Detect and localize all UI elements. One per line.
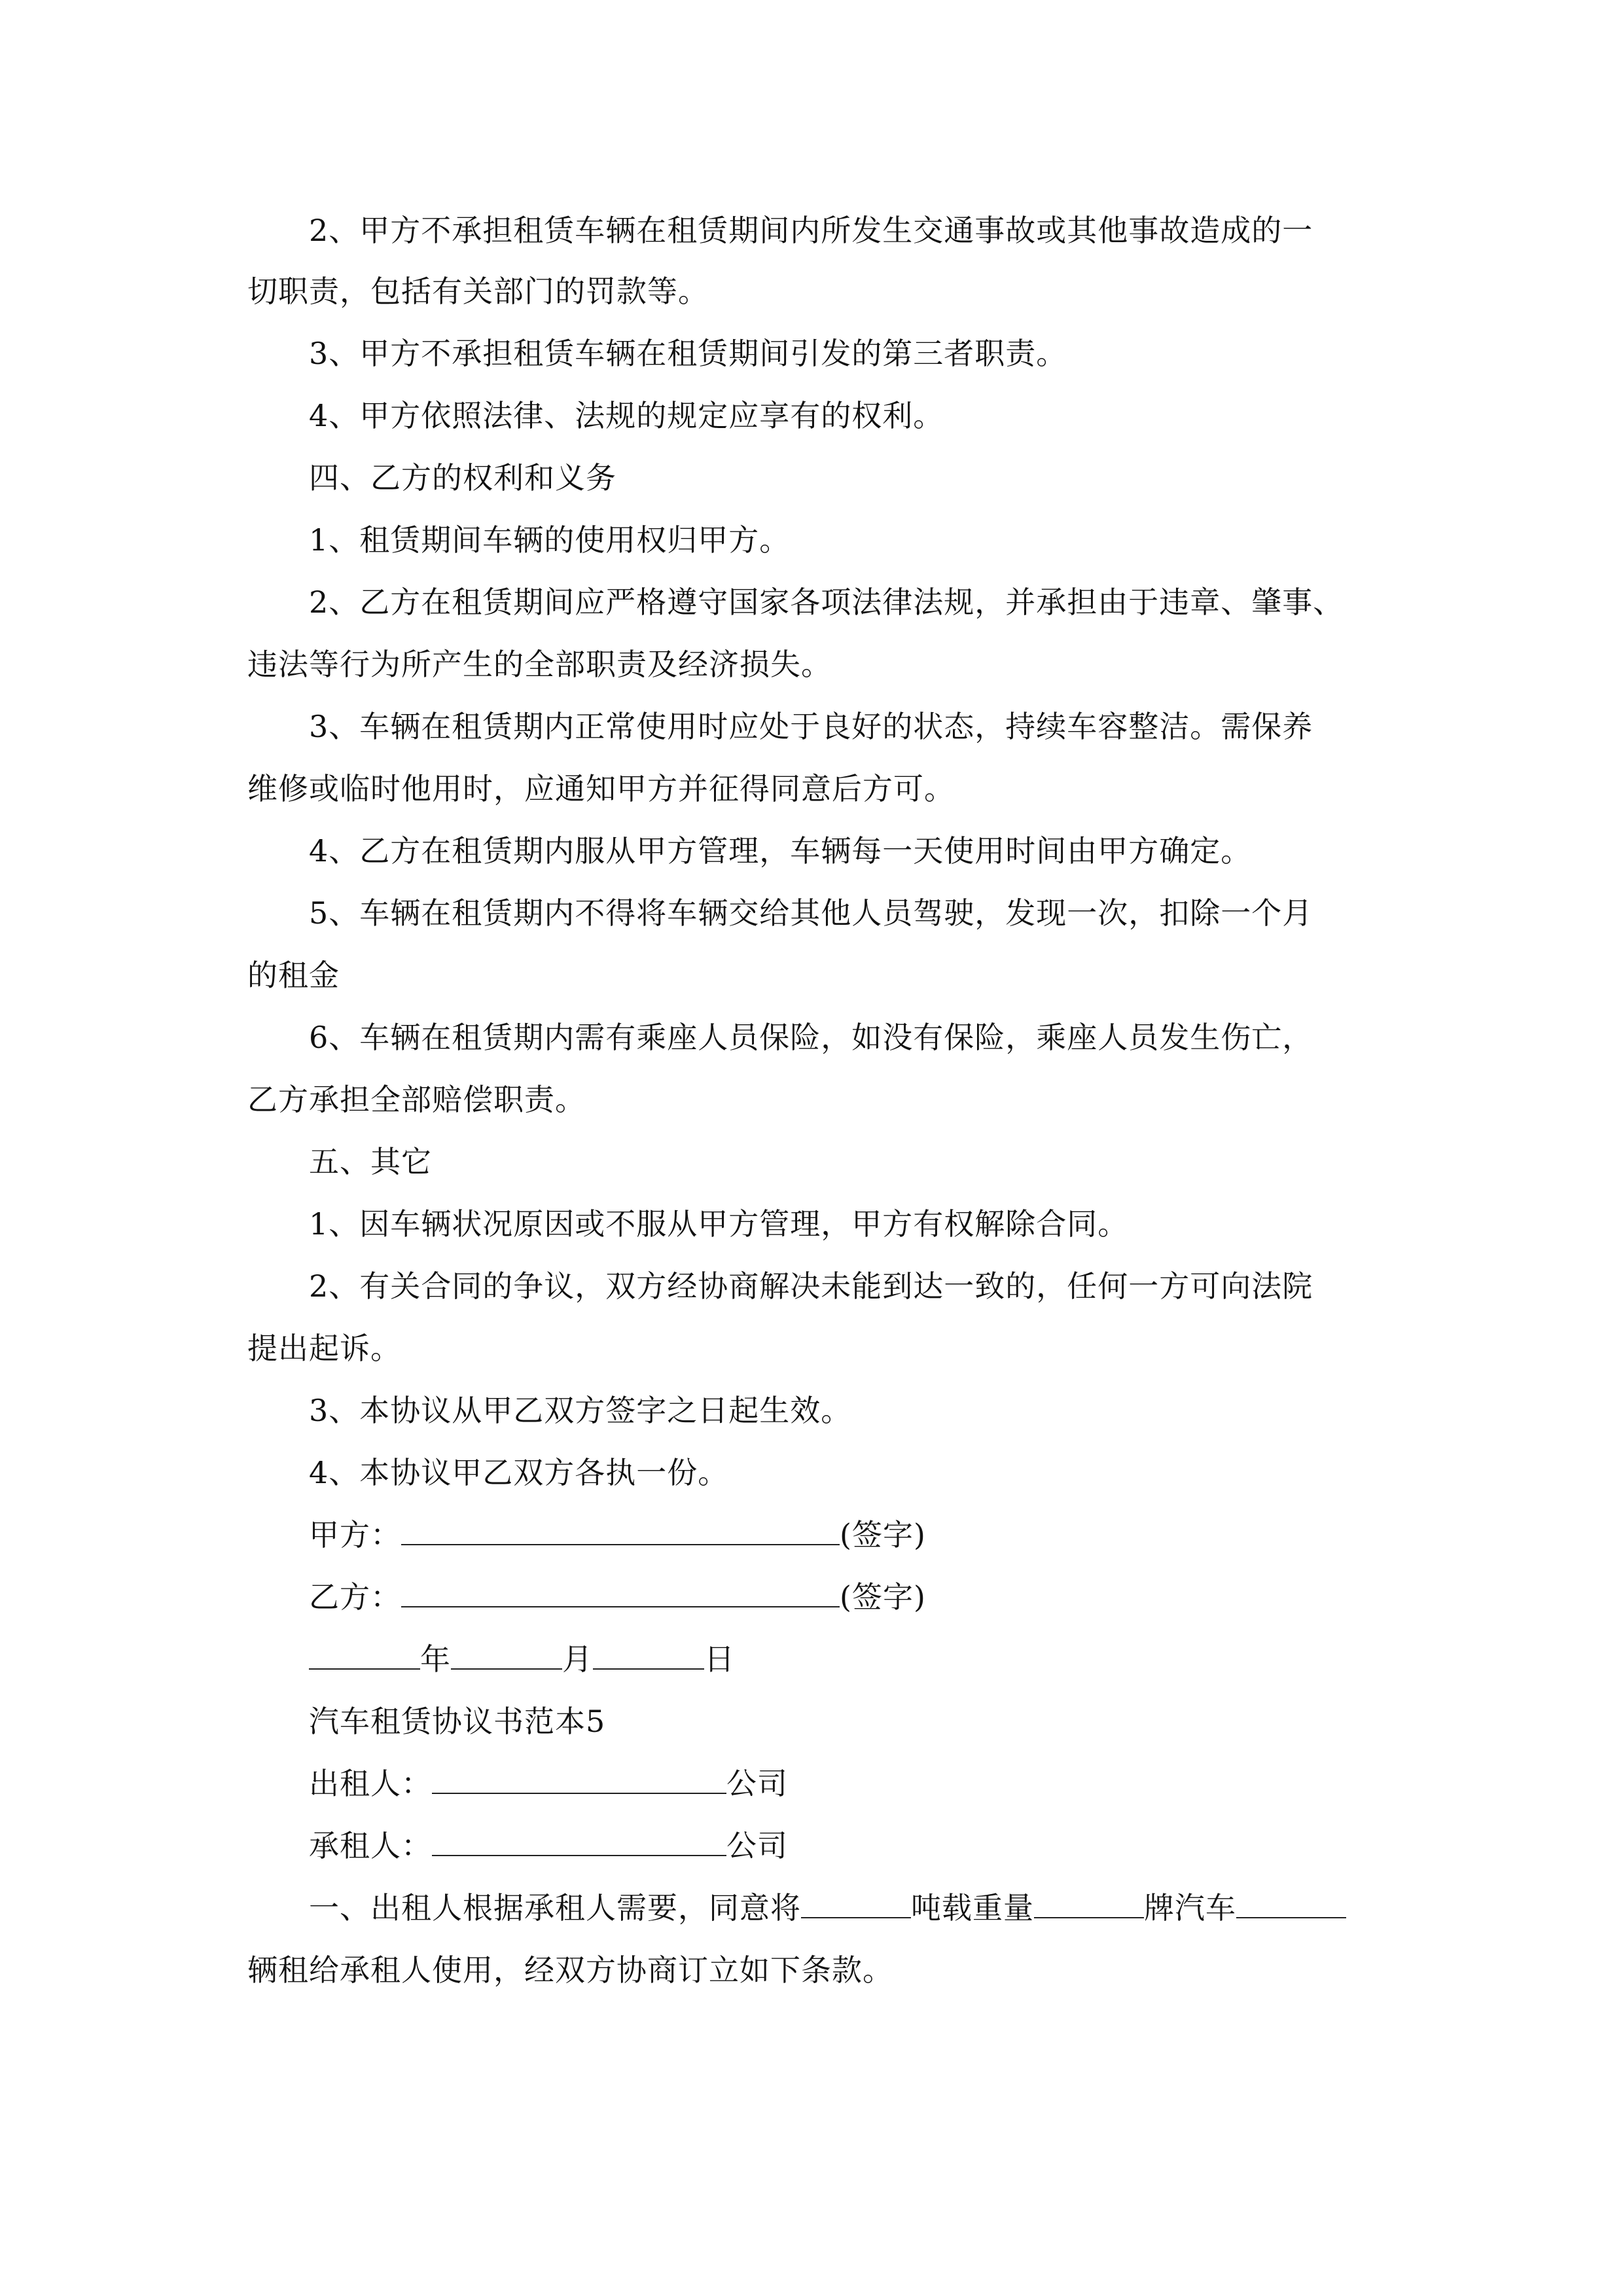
clause-1-part-c: 牌汽车 <box>1144 1890 1236 1926</box>
lessee-company-suffix: 公司 <box>726 1828 788 1863</box>
vehicle-count-blank[interactable] <box>1236 1888 1346 1918</box>
party-b-sign-note: (签字) <box>840 1579 926 1615</box>
party-b-label: 乙方： <box>309 1579 401 1615</box>
paragraph-line: 5、车辆在租赁期内不得将车辆交给其他人员驾驶，发现一次，扣除一个月 <box>309 895 1313 931</box>
paragraph-line: 1、租赁期间车辆的使用权归甲方。 <box>309 522 791 558</box>
day-label: 日 <box>704 1641 735 1677</box>
month-label: 月 <box>562 1641 593 1677</box>
day-blank[interactable] <box>593 1640 704 1670</box>
paragraph-line: 违法等行为所产生的全部职责及经济损失。 <box>247 647 832 682</box>
lessor-line <box>309 1764 788 1803</box>
party-b-signature-line <box>309 1577 926 1617</box>
year-blank[interactable] <box>309 1640 420 1670</box>
paragraph-line: 3、本协议从甲乙双方签字之日起生效。 <box>309 1393 852 1428</box>
lessee-blank[interactable] <box>432 1826 726 1856</box>
lessee-line <box>309 1826 788 1865</box>
month-blank[interactable] <box>451 1640 562 1670</box>
paragraph-line: 维修或临时他用时，应通知甲方并征得同意后方可。 <box>247 771 955 806</box>
paragraph-line: 3、车辆在租赁期内正常使用时应处于良好的状态，持续车容整洁。需保养 <box>309 709 1313 744</box>
clause-1-part-b: 吨载重量 <box>911 1890 1034 1926</box>
party-a-label: 甲方： <box>309 1517 401 1552</box>
party-a-signature-blank[interactable] <box>401 1515 840 1545</box>
lessor-blank[interactable] <box>432 1764 726 1794</box>
brand-blank[interactable] <box>1034 1888 1144 1918</box>
paragraph-line: 4、乙方在租赁期内服从甲方管理，车辆每一天使用时间由甲方确定。 <box>309 833 1252 869</box>
lessee-label: 承租人： <box>309 1828 432 1863</box>
party-a-sign-note: (签字) <box>840 1517 926 1552</box>
quantity-blank[interactable] <box>801 1888 911 1918</box>
clause-1-part-a: 一、出租人根据承租人需要，同意将 <box>309 1890 801 1926</box>
clause-1-line <box>309 1888 1346 1928</box>
paragraph-line: 6、车辆在租赁期内需有乘座人员保险，如没有保险，乘座人员发生伤亡， <box>309 1020 1313 1055</box>
lessor-label: 出租人： <box>309 1766 432 1801</box>
paragraph-line: 3、甲方不承担租赁车辆在租赁期间引发的第三者职责。 <box>309 336 1067 371</box>
paragraph-line: 2、有关合同的争议，双方经协商解决未能到达一致的，任何一方可向法院 <box>309 1268 1313 1304</box>
paragraph-line: 提出起诉。 <box>247 1331 401 1366</box>
paragraph-line: 的租金 <box>247 958 340 993</box>
paragraph-line: 2、乙方在租赁期间应严格遵守国家各项法律法规，并承担由于违章、肇事、 <box>309 584 1344 620</box>
lessor-company-suffix: 公司 <box>726 1766 788 1801</box>
section-heading: 四、乙方的权利和义务 <box>309 460 616 495</box>
paragraph-line: 2、甲方不承担租赁车辆在租赁期间内所发生交通事故或其他事故造成的一 <box>309 213 1313 248</box>
paragraph-line: 乙方承担全部赔偿职责。 <box>247 1082 586 1117</box>
date-line <box>309 1640 735 1679</box>
party-b-signature-blank[interactable] <box>401 1577 840 1607</box>
party-a-signature-line <box>309 1515 926 1554</box>
paragraph-line: 辆租给承租人使用，经双方协商订立如下条款。 <box>247 1952 893 1988</box>
paragraph-line: 4、本协议甲乙双方各执一份。 <box>309 1455 729 1490</box>
paragraph-line: 切职责，包括有关部门的罚款等。 <box>247 274 709 309</box>
year-label: 年 <box>420 1641 451 1677</box>
paragraph-line: 1、因车辆状况原因或不服从甲方管理，甲方有权解除合同。 <box>309 1206 1129 1242</box>
paragraph-line: 4、甲方依照法律、法规的规定应享有的权利。 <box>309 398 944 433</box>
section-heading: 五、其它 <box>309 1144 432 1179</box>
document-title: 汽车租赁协议书范本5 <box>309 1704 606 1739</box>
